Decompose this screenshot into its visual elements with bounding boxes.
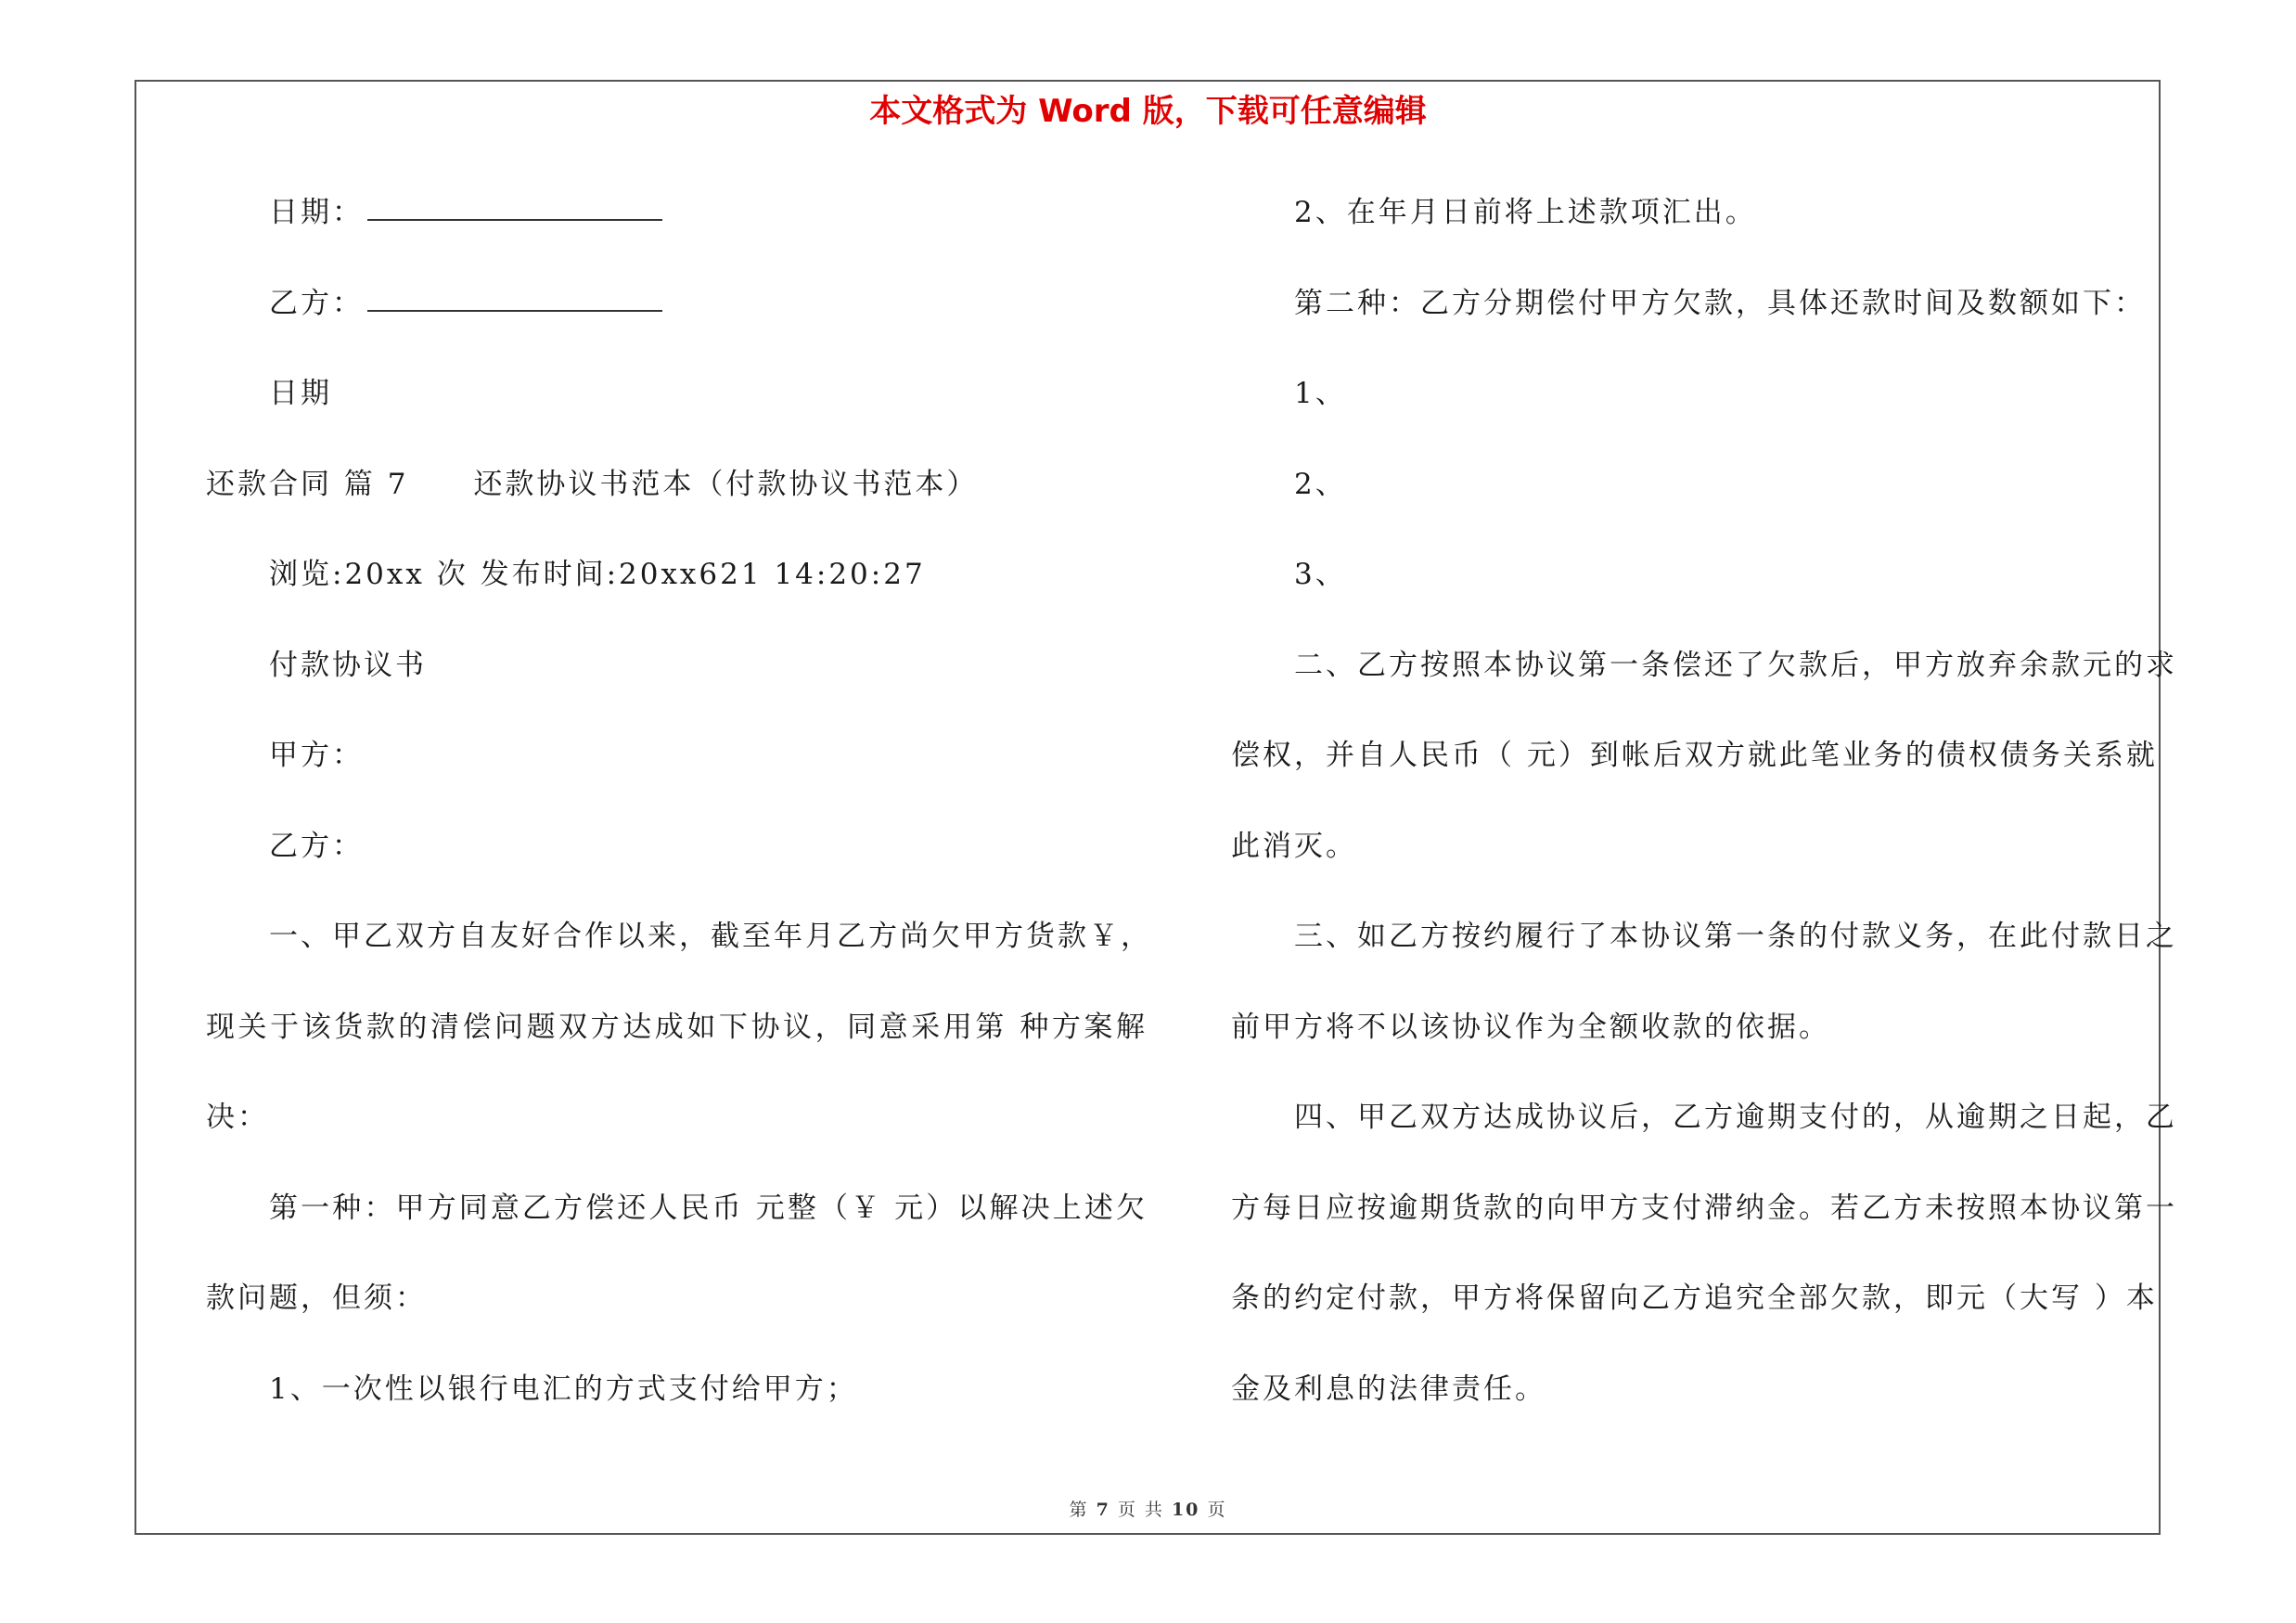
document-title: 付款协议书 xyxy=(269,648,427,682)
current-page-number: 7 xyxy=(1096,1500,1110,1520)
footer-prefix: 第 xyxy=(1069,1500,1089,1520)
option-1-line-1: 第一种：甲方同意乙方偿还人民币 元整（￥ 元）以解决上述欠 xyxy=(269,1191,1148,1225)
party-a-line: 甲方： xyxy=(269,739,364,772)
date-label: 日期： xyxy=(269,196,364,229)
party-b-blank-line xyxy=(367,277,662,312)
clause-4-line-3: 条的约定付款，甲方将保留向乙方追究全部欠款，即元（大写 ）本 xyxy=(1231,1282,2158,1315)
page-number-footer xyxy=(0,1496,2296,1521)
section-heading xyxy=(206,457,1148,548)
installment-item-3: 3、 xyxy=(1294,558,1347,591)
option-1-line-2: 款问题，但须： xyxy=(206,1282,427,1315)
option-1-item-1: 1、一次性以银行电汇的方式支付给甲方； xyxy=(269,1372,858,1406)
option-2-line: 第二种：乙方分期偿付甲方欠款，具体还款时间及数额如下： xyxy=(1294,286,2146,320)
date-field xyxy=(206,186,1148,277)
party-b-signature-field xyxy=(206,277,1148,367)
clause-4-line-2: 方每日应按逾期货款的向甲方支付滞纳金。若乙方未按照本协议第一 xyxy=(1231,1191,2177,1225)
section-title: 还款合同 篇 7 xyxy=(206,467,409,501)
clause-2-line-2: 偿权，并自人民币（ 元）到帐后双方就此笔业务的债权债务关系就 xyxy=(1231,739,2158,772)
date-plain-line: 日期 xyxy=(269,377,332,410)
clause-4-line-1: 四、甲乙双方达成协议后，乙方逾期支付的，从逾期之日起，乙 xyxy=(1294,1101,2177,1134)
date-blank-line xyxy=(367,186,662,221)
clause-4-line-4: 金及利息的法律责任。 xyxy=(1231,1372,1546,1406)
clause-3-line-2: 前甲方将不以该协议作为全额收款的依据。 xyxy=(1231,1010,1830,1044)
party-b-line: 乙方： xyxy=(269,829,364,863)
option-1-item-2: 2、在年月日前将上述款项汇出。 xyxy=(1294,196,1757,229)
party-b-label: 乙方： xyxy=(269,286,364,320)
right-column xyxy=(1231,186,2177,1452)
clause-2-line-3: 此消灭。 xyxy=(1231,829,1357,863)
footer-middle: 页 共 xyxy=(1117,1500,1164,1520)
clause-2-line-1: 二、乙方按照本协议第一条偿还了欠款后，甲方放弃余款元的求 xyxy=(1294,648,2177,682)
clause-1-line-1: 一、甲乙双方自友好合作以来，截至年月乙方尚欠甲方货款￥， xyxy=(269,920,1152,953)
installment-item-2: 2、 xyxy=(1294,467,1347,501)
total-pages-number: 10 xyxy=(1171,1500,1200,1520)
section-subtitle: 还款协议书范本（付款协议书范本） xyxy=(473,467,979,501)
clause-1-line-2: 现关于该货款的清偿问题双方达成如下协议，同意采用第 种方案解 xyxy=(206,1010,1148,1044)
footer-suffix: 页 xyxy=(1207,1500,1227,1520)
clause-1-line-3: 决： xyxy=(206,1101,269,1134)
installment-item-1: 1、 xyxy=(1294,377,1347,410)
left-column xyxy=(206,186,1152,1452)
browse-info: 浏览:20xx 次 发布时间:20xx621 14:20:27 xyxy=(269,558,926,591)
clause-3-line-1: 三、如乙方按约履行了本协议第一条的付款义务，在此付款日之 xyxy=(1294,920,2177,953)
format-notice-banner: 本文格式为 Word 版，下载可任意编辑 xyxy=(869,93,1427,130)
